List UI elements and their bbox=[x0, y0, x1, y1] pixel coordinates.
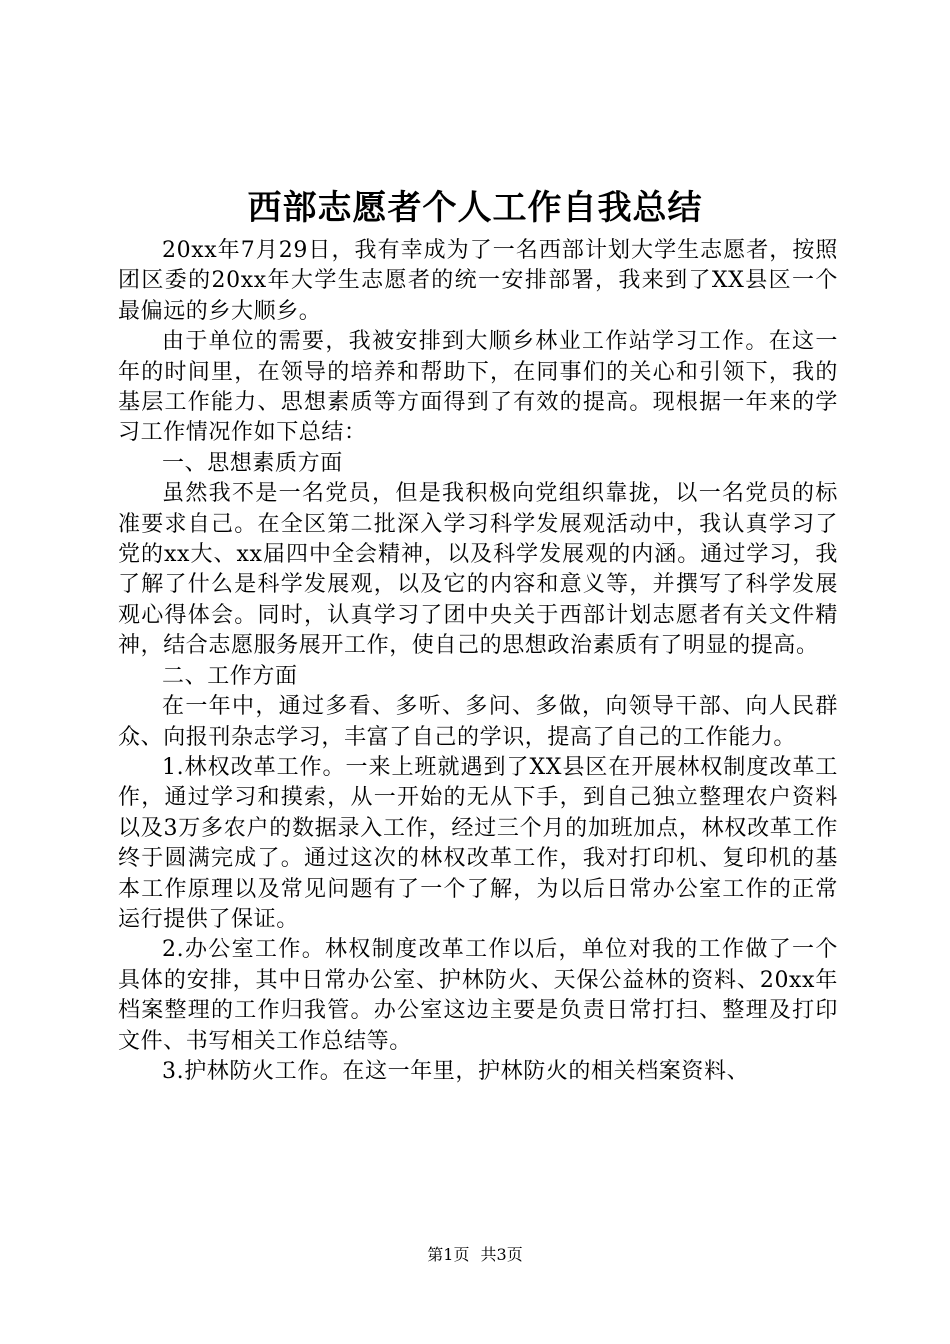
paragraph-forest-reform: 1.林权改革工作。一来上班就遇到了XX县区在开展林权制度改革工作，通过学习和摸索，从一开始的无从下手，到自己独立整理农户资料以及3万多农户的数据录入工作，经过三个月的加班加点，林权改革工作终于圆满完成了。通过这次的林权改革工作，我对打印机、复印机的基本工作原理以及常见问题有了一个了解，为以后日常办公室工作的正常运行提供了保证。 bbox=[118, 754, 838, 932]
paragraph-intro: 20xx年7月29日，我有幸成为了一名西部计划大学生志愿者，按照团区委的20xx年大学生志愿者的统一安排部署，我来到了XX县区一个最偏远的乡大顺乡。 bbox=[118, 238, 838, 324]
document-body bbox=[118, 236, 838, 1087]
paragraph-work-intro: 在一年中，通过多看、多听、多问、多做，向领导干部、向人民群众、向报刊杂志学习，丰富了自己的学识，提高了自己的工作能力。 bbox=[118, 694, 838, 750]
paragraph-assignment: 由于单位的需要，我被安排到大顺乡林业工作站学习工作。在这一年的时间里，在领导的培养和帮助下，在同事们的关心和引领下，我的基层工作能力、思想素质等方面得到了有效的提高。现根据一年来的学习工作情况作如下总结： bbox=[118, 329, 838, 446]
section-heading-work: 二、工作方面 bbox=[162, 663, 298, 689]
page-footer bbox=[0, 1244, 950, 1266]
section-heading-ideology: 一、思想素质方面 bbox=[162, 450, 343, 476]
paragraph-office-work: 2.办公室工作。林权制度改革工作以后，单位对我的工作做了一个具体的安排，其中日常办公室、护林防火、天保公益林的资料、20xx年档案整理的工作归我管。办公室这边主要是负责日常打扫、整理及打印文件、书写相关工作总结等。 bbox=[118, 937, 838, 1054]
document-title: 西部志愿者个人工作自我总结 bbox=[247, 188, 703, 228]
page-total: 共3页 bbox=[480, 1245, 523, 1264]
page-number: 第1页 bbox=[427, 1245, 470, 1264]
paragraph-fire-prevention: 3.护林防火工作。在这一年里，护林防火的相关档案资料、 bbox=[162, 1058, 750, 1084]
paragraph-ideology: 虽然我不是一名党员，但是我积极向党组织靠拢，以一名党员的标准要求自己。在全区第二批深入学习科学发展观活动中，我认真学习了党的xx大、xx届四中全会精神，以及科学发展观的内涵。通过学习，我了解了什么是科学发展观，以及它的内容和意义等，并撰写了科学发展观心得体会。同时，认真学习了团中央关于西部计划志愿者有关文件精神，结合志愿服务展开工作，使自己的思想政治素质有了明显的提高。 bbox=[118, 481, 838, 659]
